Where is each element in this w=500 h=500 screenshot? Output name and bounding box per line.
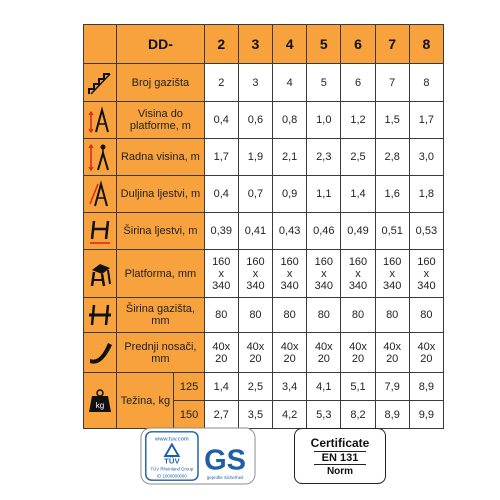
- value-cell: 3: [238, 64, 272, 102]
- value-cell: 80: [273, 298, 307, 333]
- row-label: Duljina ljestvi, m: [117, 176, 204, 213]
- value-cell: 40x 20: [238, 333, 272, 373]
- spec-table: [83, 24, 444, 429]
- value-cell: 1,7: [204, 139, 238, 176]
- ladder-length-icon: [86, 180, 114, 208]
- certificate-title: Certificate: [310, 435, 370, 450]
- tuv-url: www.tuv.com: [155, 436, 189, 443]
- front-support-icon: [86, 339, 114, 367]
- value-cell: 1,4: [204, 373, 238, 401]
- value-cell: 1,1: [307, 176, 341, 213]
- norm-code: EN 131: [314, 451, 367, 465]
- value-cell: 4,1: [307, 373, 341, 401]
- row-label: Radna visina, m: [117, 139, 204, 176]
- row-icon: [84, 64, 117, 102]
- tuv-gs-logo: [138, 427, 258, 485]
- value-cell: 4: [273, 64, 307, 102]
- value-cell: 1,5: [375, 102, 409, 139]
- row-icon: [84, 139, 117, 176]
- value-cell: 2,5: [341, 139, 375, 176]
- value-cell: 8: [409, 64, 443, 102]
- stairs-icon: [86, 69, 114, 97]
- gs-sub: geprüfte Sicherheit: [206, 475, 244, 481]
- value-cell: 0,53: [409, 213, 443, 250]
- weight-row: [84, 373, 444, 401]
- value-cell: 1,6: [375, 176, 409, 213]
- value-cell: 160 x 340: [307, 250, 341, 298]
- value-cell: 1,7: [409, 102, 443, 139]
- tuv-name: TÜV: [164, 456, 180, 466]
- value-cell: 2,3: [307, 139, 341, 176]
- value-cell: 160 x 340: [375, 250, 409, 298]
- value-cell: 80: [375, 298, 409, 333]
- model-number: 4: [273, 25, 307, 64]
- value-cell: 80: [238, 298, 272, 333]
- value-cell: 1,8: [409, 176, 443, 213]
- value-cell: 0,41: [238, 213, 272, 250]
- table-row: [84, 139, 444, 176]
- value-cell: 4,2: [273, 401, 307, 429]
- weight-icon: [84, 373, 117, 429]
- value-cell: 0,39: [204, 213, 238, 250]
- value-cell: 160 x 340: [238, 250, 272, 298]
- value-cell: 40x 20: [307, 333, 341, 373]
- value-cell: 0,43: [273, 213, 307, 250]
- value-cell: 2,8: [375, 139, 409, 176]
- ladder-width-icon: [86, 217, 114, 245]
- value-cell: 7: [375, 64, 409, 102]
- value-cell: 5,3: [307, 401, 341, 429]
- svg-text:kg: kg: [95, 400, 105, 410]
- value-cell: 1,2: [341, 102, 375, 139]
- value-cell: 40x 20: [204, 333, 238, 373]
- value-cell: 8,9: [409, 373, 443, 401]
- value-cell: 160 x 340: [273, 250, 307, 298]
- table-row: [84, 298, 444, 333]
- value-cell: 9,9: [409, 401, 443, 429]
- model-number: 5: [307, 25, 341, 64]
- value-cell: 1,9: [238, 139, 272, 176]
- value-cell: 0,6: [238, 102, 272, 139]
- value-cell: 0,7: [238, 176, 272, 213]
- value-cell: 2: [204, 64, 238, 102]
- value-cell: 160 x 340: [341, 250, 375, 298]
- value-cell: 0,4: [204, 102, 238, 139]
- value-cell: 3,5: [238, 401, 272, 429]
- value-cell: 5: [307, 64, 341, 102]
- value-cell: 40x 20: [273, 333, 307, 373]
- row-label: Prednji nosači, mm: [117, 333, 204, 373]
- row-icon: [84, 333, 117, 373]
- value-cell: 3,0: [409, 139, 443, 176]
- value-cell: 0,46: [307, 213, 341, 250]
- row-label: Visina do platforme, m: [117, 102, 204, 139]
- value-cell: 0,51: [375, 213, 409, 250]
- tuv-sub: TÜV Rheinland Group: [150, 466, 194, 472]
- table-row: [84, 102, 444, 139]
- table-row: [84, 176, 444, 213]
- value-cell: 7,9: [375, 373, 409, 401]
- value-cell: 2,7: [204, 401, 238, 429]
- row-label: Broj gazišta: [117, 64, 204, 102]
- table-row: [84, 250, 444, 298]
- platform-icon: [86, 260, 114, 288]
- value-cell: 8,2: [341, 401, 375, 429]
- model-number: 6: [341, 25, 375, 64]
- value-cell: 0,49: [341, 213, 375, 250]
- row-icon: [84, 213, 117, 250]
- row-icon: [84, 176, 117, 213]
- value-cell: 1,4: [341, 176, 375, 213]
- table-row: [84, 333, 444, 373]
- table-row: [84, 64, 444, 102]
- value-cell: 80: [341, 298, 375, 333]
- model-number: 2: [204, 25, 238, 64]
- step-width-icon: [86, 301, 114, 329]
- header-corner: [84, 25, 117, 64]
- model-number: 7: [375, 25, 409, 64]
- weight-label: Težina, kg: [117, 373, 174, 429]
- row-icon: [84, 250, 117, 298]
- weight-sub-label: 150: [174, 401, 204, 429]
- tuv-id: ID 1000000000: [157, 473, 187, 479]
- working-height-icon: [86, 143, 114, 171]
- row-label: Platforma, mm: [117, 250, 204, 298]
- model-number: 3: [238, 25, 272, 64]
- value-cell: 8,9: [375, 401, 409, 429]
- model-label: DD-: [117, 25, 204, 64]
- row-label: Širina ljestvi, m: [117, 213, 204, 250]
- value-cell: 160 x 340: [204, 250, 238, 298]
- row-label: Širina gazišta, mm: [117, 298, 204, 333]
- value-cell: 2,1: [273, 139, 307, 176]
- value-cell: 80: [409, 298, 443, 333]
- value-cell: 0,4: [204, 176, 238, 213]
- value-cell: 6: [341, 64, 375, 102]
- platform-height-icon: [86, 106, 114, 134]
- value-cell: 160 x 340: [409, 250, 443, 298]
- value-cell: 40x 20: [341, 333, 375, 373]
- value-cell: 0,9: [273, 176, 307, 213]
- value-cell: 1,0: [307, 102, 341, 139]
- value-cell: 40x 20: [375, 333, 409, 373]
- value-cell: 80: [204, 298, 238, 333]
- row-icon: [84, 102, 117, 139]
- model-number: 8: [409, 25, 443, 64]
- value-cell: 0,8: [273, 102, 307, 139]
- weight-icon: [86, 387, 114, 415]
- value-cell: 40x 20: [409, 333, 443, 373]
- row-icon: [84, 298, 117, 333]
- value-cell: 5,1: [341, 373, 375, 401]
- table-row: [84, 213, 444, 250]
- norm-label: Norm: [326, 465, 354, 477]
- gs-mark: GS: [204, 444, 247, 477]
- value-cell: 80: [307, 298, 341, 333]
- weight-sub-label: 125: [174, 373, 204, 401]
- value-cell: 3,4: [273, 373, 307, 401]
- en131-certificate: [294, 428, 386, 484]
- value-cell: 2,5: [238, 373, 272, 401]
- certification-logos: [138, 427, 386, 485]
